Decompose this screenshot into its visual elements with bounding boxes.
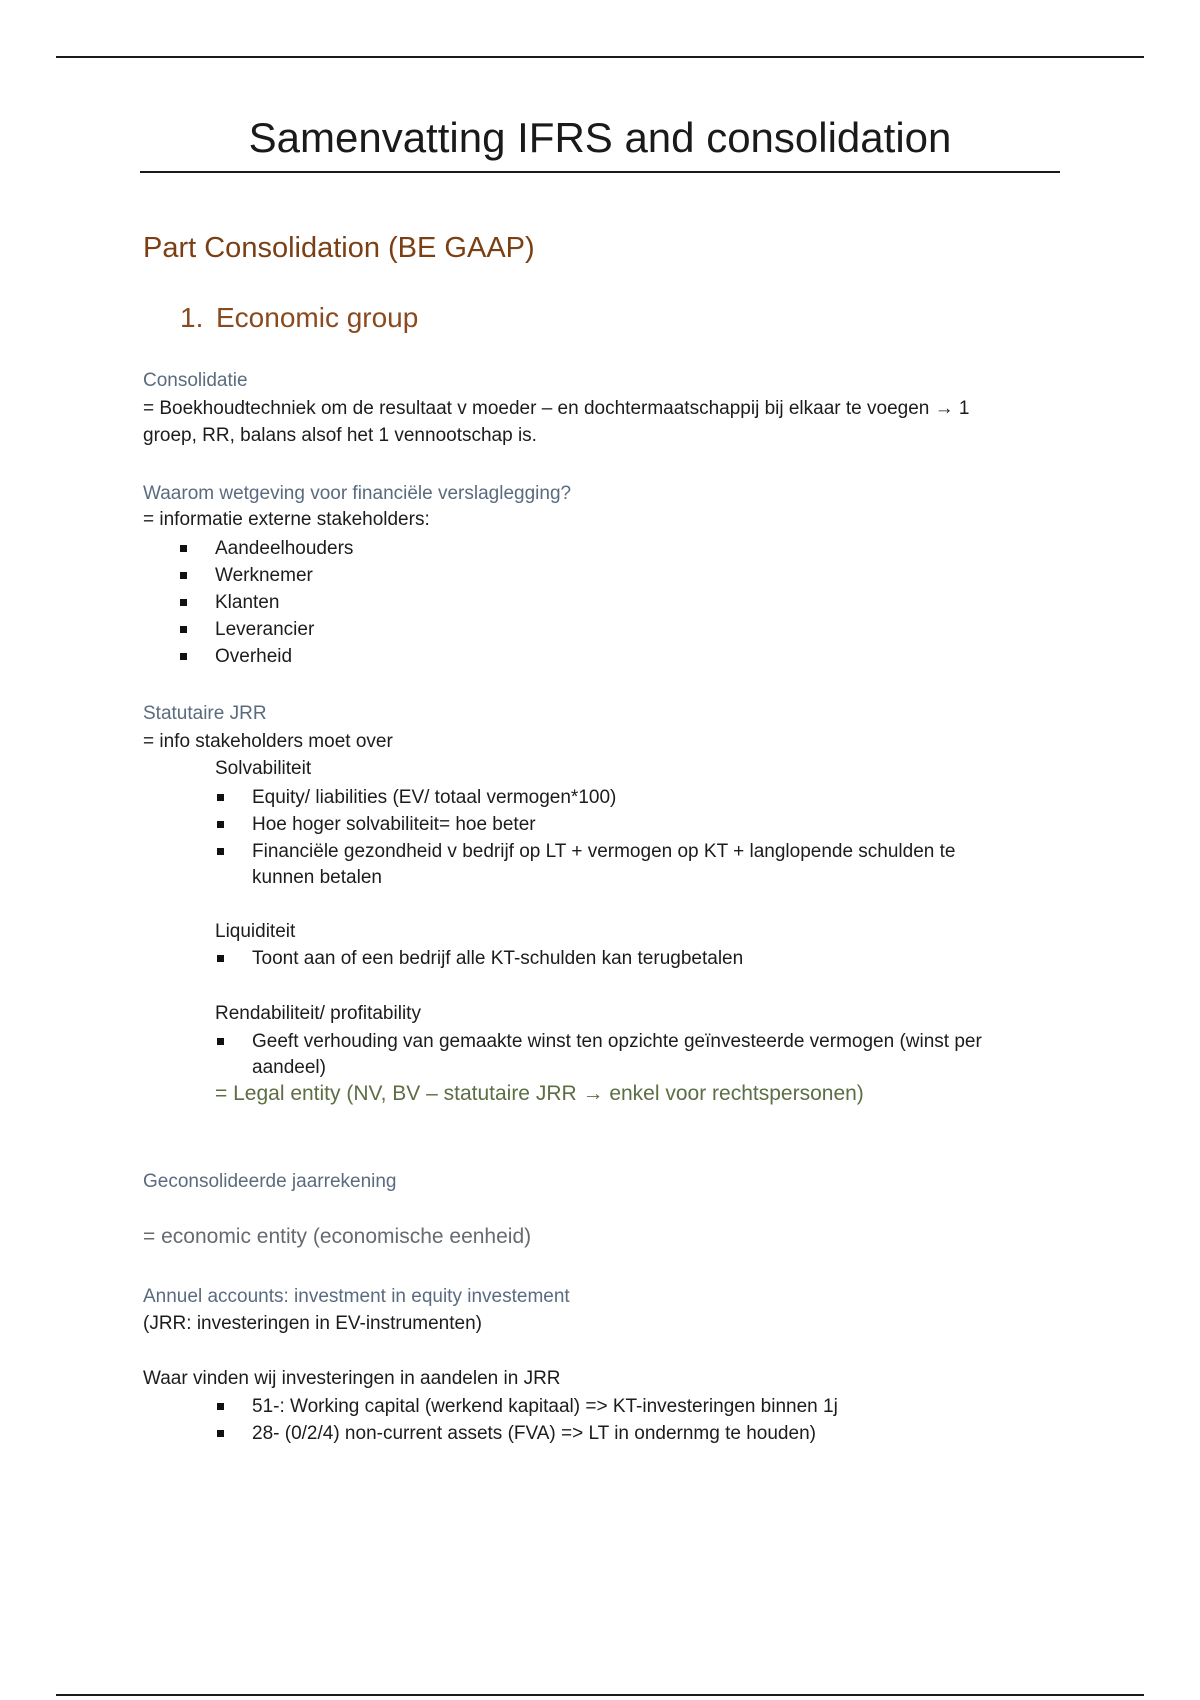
list-item: Aandeelhouders	[215, 535, 353, 562]
annual-accounts-text: (JRR: investeringen in EV-instrumenten)	[143, 1313, 482, 1334]
list-item: Werknemer	[215, 562, 353, 589]
statutaire-intro: = info stakeholders moet over	[143, 731, 393, 752]
solvabiliteit-list	[252, 784, 955, 865]
liquiditeit-list	[252, 945, 743, 972]
section-title: Economic group	[216, 302, 419, 333]
waar-list	[252, 1393, 838, 1447]
economic-entity-note: = economic entity (economische eenheid)	[143, 1225, 532, 1248]
consolidatie-line-2: groep, RR, balans alsof het 1 vennootschap is.	[143, 425, 537, 446]
statutaire-heading: Statutaire JRR	[143, 703, 267, 724]
solvabiliteit-label: Solvabiliteit	[215, 758, 312, 779]
list-item: 28- (0/2/4) non-current assets (FVA) => LT in ondernmg te houden)	[252, 1420, 838, 1447]
consolidatie-line-1: = Boekhoudtechniek om de resultaat v moeder – en dochtermaatschappij bij elkaar te voegen → 1	[143, 398, 970, 419]
list-item: Hoe hoger solvabiliteit= hoe beter	[252, 811, 955, 838]
legal-entity-note: = Legal entity (NV, BV – statutaire JRR → enkel voor rechtspersonen)	[215, 1082, 864, 1105]
waar-heading: Waar vinden wij investeringen in aandelen in JRR	[143, 1368, 561, 1389]
waarom-heading: Waarom wetgeving voor financiële verslaglegging?	[143, 483, 572, 504]
document-title: Samenvatting IFRS and consolidation	[248, 114, 952, 161]
list-item: Overheid	[215, 643, 353, 670]
liquiditeit-label: Liquiditeit	[215, 921, 296, 942]
list-item: Leverancier	[215, 616, 353, 643]
stakeholder-list	[215, 535, 353, 670]
list-item: Geeft verhouding van gemaakte winst ten opzichte geïnvesteerde vermogen (winst per	[252, 1028, 982, 1055]
page-bottom-rule	[56, 1694, 1144, 1696]
list-item: 51-: Working capital (werkend kapitaal) => KT-investeringen binnen 1j	[252, 1393, 838, 1420]
list-item: Equity/ liabilities (EV/ totaal vermogen*100)	[252, 784, 955, 811]
page-top-rule	[56, 56, 1144, 58]
solvabiliteit-continuation: kunnen betalen	[252, 867, 382, 888]
waarom-intro: = informatie externe stakeholders:	[143, 509, 430, 530]
rendabiliteit-label: Rendabiliteit/ profitability	[215, 1003, 421, 1024]
annual-accounts-heading: Annuel accounts: investment in equity investement	[143, 1286, 570, 1307]
consolidatie-heading: Consolidatie	[143, 370, 248, 391]
rendabiliteit-continuation: aandeel)	[252, 1057, 326, 1078]
geconsolideerde-heading: Geconsolideerde jaarrekening	[143, 1171, 397, 1192]
list-item: Financiële gezondheid v bedrijf op LT + vermogen op KT + langlopende schulden te	[252, 838, 955, 865]
section-number: 1.	[180, 302, 204, 333]
section-heading	[180, 300, 418, 336]
list-item: Klanten	[215, 589, 353, 616]
part-heading: Part Consolidation (BE GAAP)	[143, 232, 535, 264]
title-underline	[140, 171, 1060, 173]
list-item: Toont aan of een bedrijf alle KT-schulden kan terugbetalen	[252, 945, 743, 972]
rendabiliteit-list	[252, 1028, 982, 1055]
